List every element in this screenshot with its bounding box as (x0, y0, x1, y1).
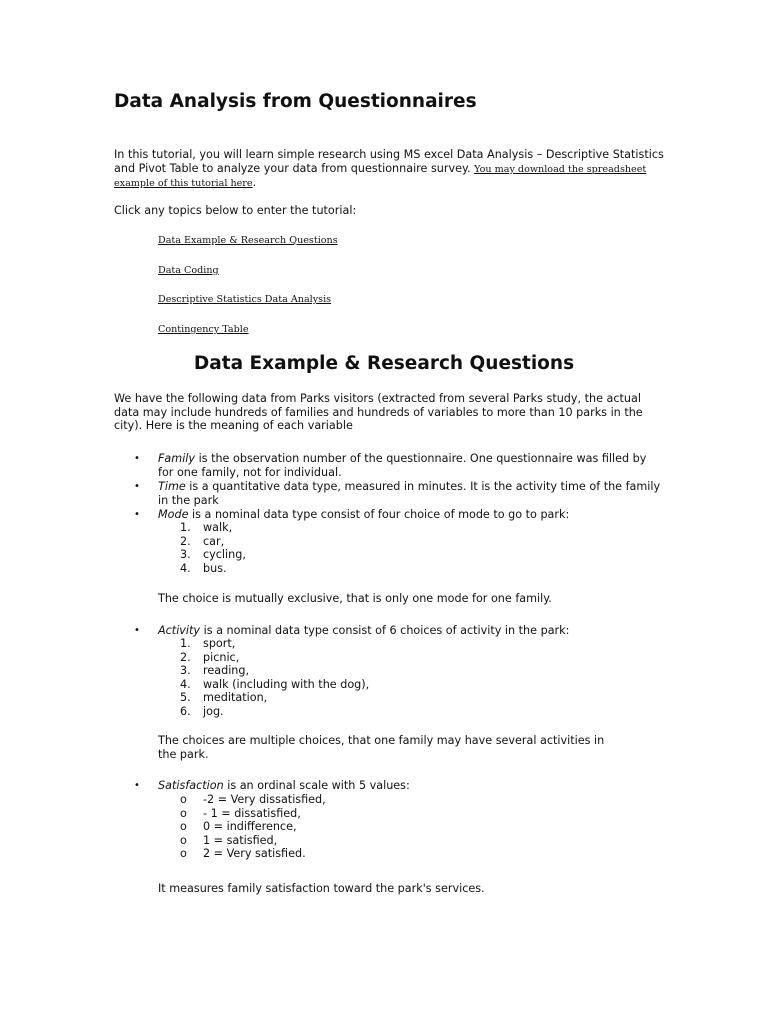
list-item (180, 807, 580, 821)
list-item-text: walk, (203, 521, 233, 534)
topic-link-data-coding[interactable]: Data Coding (158, 265, 219, 276)
activity-choices-list (180, 637, 580, 719)
intro-text: In this tutorial, you will learn simple research using MS excel Data Analysis – Descriptive Statistics and Pivot Table to analyze your data from questionnaire survey. (114, 148, 664, 175)
topic-link-descriptive-statistics[interactable]: Descriptive Statistics Data Analysis (158, 294, 332, 305)
list-item (180, 535, 580, 549)
list-item (180, 678, 580, 692)
variable-term: Time (158, 480, 186, 493)
list-number: 1. (180, 521, 191, 534)
section-title: Data Example & Research Questions (193, 353, 575, 374)
list-item-text: 2 = Very satisfied. (203, 847, 306, 861)
list-item (180, 793, 580, 807)
list-number: 6. (180, 704, 191, 718)
variable-description: is an ordinal scale with 5 values: (223, 779, 410, 792)
list-number: 3. (180, 548, 191, 562)
bullet-icon: • (134, 453, 140, 464)
list-item-text: jog. (203, 704, 224, 718)
bullet-icon: • (134, 509, 140, 520)
variable-term: Mode (158, 508, 189, 521)
list-item-text: -2 = Very dissatisfied, (203, 793, 326, 806)
intro-paragraph (114, 148, 674, 191)
intro-period: . (252, 176, 257, 190)
download-spreadsheet-link[interactable]: You may download the spreadsheet example of this tutorial here (114, 163, 647, 190)
list-item (180, 548, 580, 562)
list-number: 4. (180, 561, 191, 575)
bullet-icon: • (134, 625, 140, 636)
activity-note: The choices are multiple choices, that one family may have several activities in the park. (158, 734, 605, 761)
variable-term: Satisfaction (158, 779, 224, 792)
satisfaction-scale-list (180, 793, 580, 861)
list-item-text: sport, (203, 637, 236, 650)
circle-bullet-icon: o (180, 847, 187, 861)
variable-family (134, 452, 664, 479)
topic-link-data-example[interactable]: Data Example & Research Questions (158, 235, 338, 246)
variable-description: is a nominal data type consist of four choice of mode to go to park: (188, 508, 570, 521)
satisfaction-note: It measures family satisfaction toward the park's services. (158, 882, 485, 895)
list-item-text: meditation, (203, 691, 268, 705)
list-item (180, 834, 580, 848)
mode-choices-list (180, 521, 580, 575)
circle-bullet-icon: o (180, 833, 187, 847)
list-item (180, 847, 580, 861)
topic-link-contingency-table[interactable]: Contingency Table (158, 324, 249, 335)
circle-bullet-icon: o (180, 820, 187, 834)
variable-description: is the observation number of the questionnaire. One questionnaire was filled by for one family, not for individual. (158, 452, 647, 479)
list-item-text: picnic, (203, 650, 240, 664)
list-item (180, 705, 580, 719)
list-item-text: walk (including with the dog), (203, 677, 370, 691)
bullet-icon: • (134, 780, 140, 791)
list-item-text: - 1 = dissatisfied, (203, 806, 301, 820)
list-number: 2. (180, 534, 191, 548)
variable-mode (134, 508, 664, 522)
list-item (180, 820, 580, 834)
list-item-text: reading, (203, 664, 250, 678)
list-item (180, 562, 580, 576)
topics-prompt: Click any topics below to enter the tutorial: (114, 204, 357, 217)
section-intro: We have the following data from Parks visitors (extracted from several Parks study, the actual data may include hundreds of families and hundreds of variables to more than 10 parks in the city). Here is the meaning of each variable (114, 392, 643, 433)
variable-satisfaction (134, 779, 664, 793)
list-number: 2. (180, 650, 191, 664)
list-item-text: cycling, (203, 548, 246, 562)
list-item (180, 664, 580, 678)
variable-description: is a quantitative data type, measured in minutes. It is the activity time of the family in the park (158, 480, 661, 507)
bullet-icon: • (134, 481, 140, 492)
list-number: 3. (180, 664, 191, 678)
list-number: 1. (180, 637, 191, 650)
variable-term: Activity (158, 624, 201, 637)
variable-activity (134, 624, 664, 638)
list-item-text: car, (203, 534, 225, 548)
list-item-text: bus. (203, 561, 227, 575)
variable-time (134, 480, 664, 507)
list-number: 4. (180, 677, 191, 691)
list-item (180, 691, 580, 705)
page-title: Data Analysis from Questionnaires (114, 91, 477, 112)
list-item (180, 637, 580, 651)
variable-term: Family (158, 452, 196, 465)
variable-description: is a nominal data type consist of 6 choices of activity in the park: (200, 624, 570, 637)
list-item-text: 0 = indifference, (203, 820, 297, 834)
list-item (180, 651, 580, 665)
list-number: 5. (180, 691, 191, 705)
list-item-text: 1 = satisfied, (203, 833, 278, 847)
circle-bullet-icon: o (180, 793, 187, 806)
mode-note: The choice is mutually exclusive, that is only one mode for one family. (158, 592, 552, 605)
list-item (180, 521, 580, 535)
circle-bullet-icon: o (180, 806, 187, 820)
